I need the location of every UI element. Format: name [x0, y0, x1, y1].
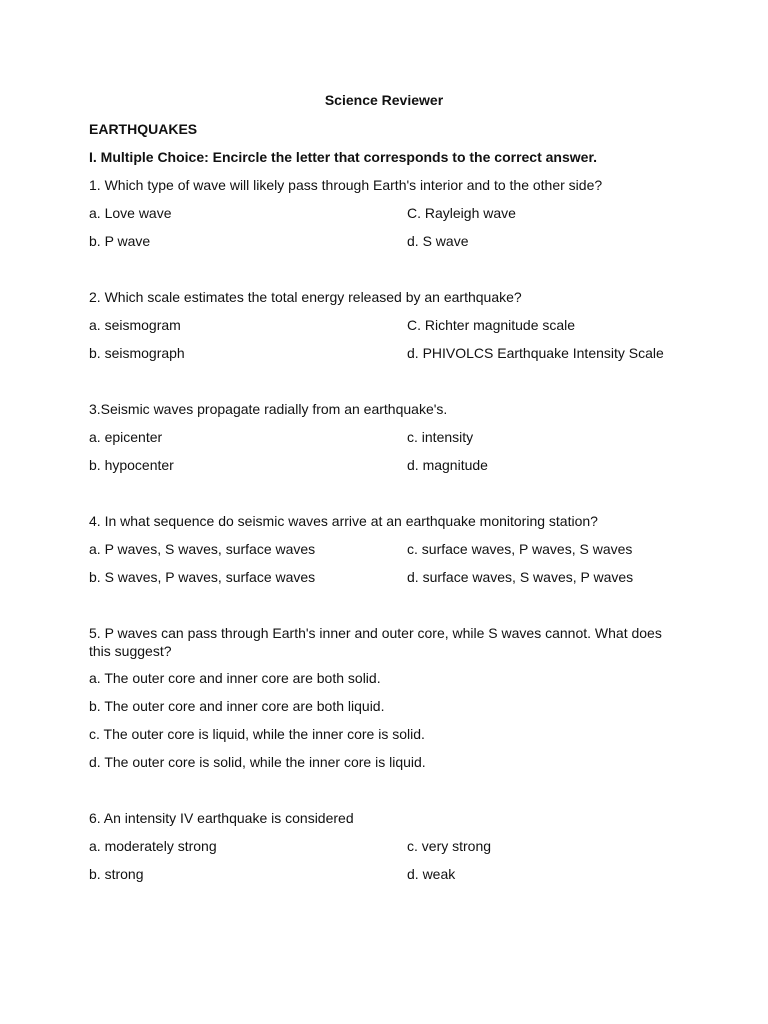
question-3-choice-c: c. intensity: [407, 429, 474, 445]
question-2-text: 2. Which scale estimates the total energy released by an earthquake?: [89, 289, 522, 305]
question-6-choice-a: a. moderately strong: [89, 838, 217, 854]
question-5-choice-c: c. The outer core is liquid, while the inner core is solid.: [89, 726, 425, 742]
question-3-choice-d: d. magnitude: [407, 457, 488, 473]
topic-heading: EARTHQUAKES: [89, 121, 198, 137]
question-4-choice-a: a. P waves, S waves, surface waves: [89, 541, 316, 557]
question-1-text: 1. Which type of wave will likely pass through Earth's interior and to the other side?: [89, 177, 603, 193]
question-3-text: 3.Seismic waves propagate radially from an earthquake's.: [89, 401, 448, 417]
question-4-choice-b: b. S waves, P waves, surface waves: [89, 569, 316, 585]
question-3-choice-a: a. epicenter: [89, 429, 163, 445]
question-2-choice-d: d. PHIVOLCS Earthquake Intensity Scale: [407, 345, 664, 361]
question-2-choice-a: a. seismogram: [89, 317, 181, 333]
instructions-text: I. Multiple Choice: Encircle the letter that corresponds to the correct answer.: [89, 149, 598, 165]
question-2-choice-b: b. seismograph: [89, 345, 185, 361]
question-5-choice-a: a. The outer core and inner core are both solid.: [89, 670, 381, 686]
question-4-choice-c: c. surface waves, P waves, S waves: [407, 541, 633, 557]
question-4-text: 4. In what sequence do seismic waves arrive at an earthquake monitoring station?: [89, 513, 598, 529]
question-3-choice-b: b. hypocenter: [89, 457, 174, 473]
question-1-choice-a: a. Love wave: [89, 205, 172, 221]
question-6-choice-d: d. weak: [407, 866, 456, 882]
question-5-choice-d: d. The outer core is solid, while the inner core is liquid.: [89, 754, 426, 770]
question-6-choice-c: c. very strong: [407, 838, 492, 854]
question-1-choice-c: C. Rayleigh wave: [407, 205, 516, 221]
document-title: Science Reviewer: [324, 92, 444, 108]
question-4-choice-d: d. surface waves, S waves, P waves: [407, 569, 634, 585]
question-6-text: 6. An intensity IV earthquake is considered: [89, 810, 354, 826]
question-1-choice-d: d. S wave: [407, 233, 469, 249]
question-5-text: 5. P waves can pass through Earth's inner and outer core, while S waves cannot. What does this suggest?: [89, 625, 662, 659]
question-1-choice-b: b. P wave: [89, 233, 151, 249]
question-2-choice-c: C. Richter magnitude scale: [407, 317, 576, 333]
question-6-choice-b: b. strong: [89, 866, 144, 882]
question-5-choice-b: b. The outer core and inner core are both liquid.: [89, 698, 385, 714]
